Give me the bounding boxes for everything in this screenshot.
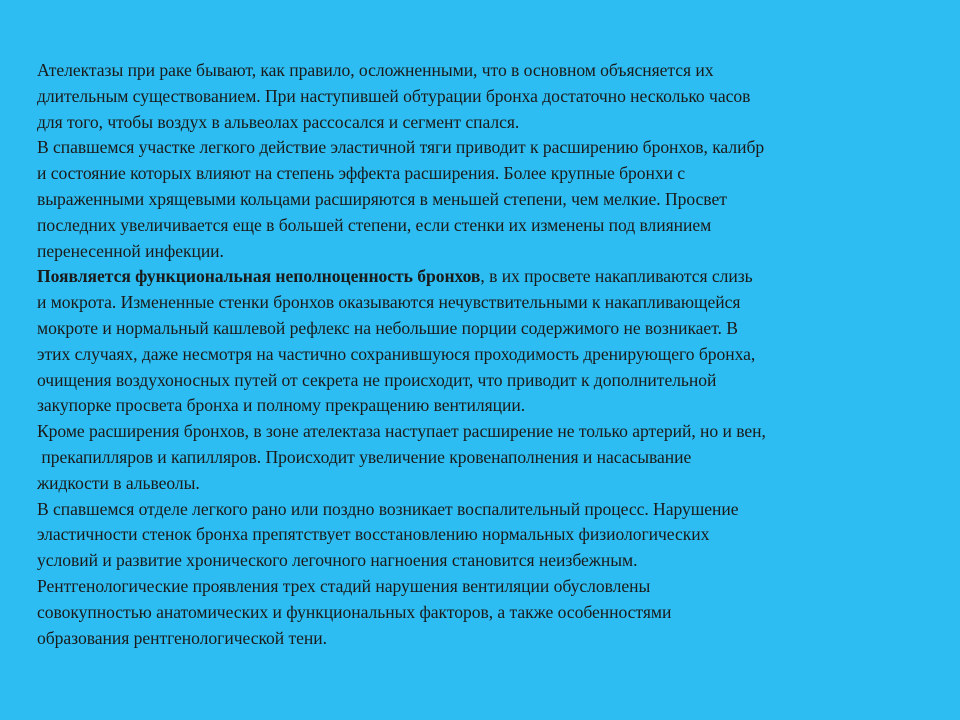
text-line: выраженными хрящевыми кольцами расширяются в меньшей степени, чем мелкие. Просвет [37,188,727,209]
text-line: эластичности стенок бронха препятствует восстановлению нормальных физиологических [37,524,710,545]
text-line: и состояние которых влияют на степень эффекта расширения. Более крупные бронхи с [37,163,686,184]
text-line: закупорке просвета бронха и полному прекращению вентиляции. [37,395,526,416]
text-line: длительным существованием. При наступившей обтурации бронха достаточно несколько часов [37,85,751,106]
text-line [37,264,927,290]
text-line: условий и развитие хронического легочного нагноения становится неизбежным. [37,550,638,571]
text-line: В спавшемся участке легкого действие эластичной тяги приводит к расширению бронхов, калибр [37,137,765,158]
bold-heading-phrase: Появляется функциональная неполноценность бронхов [37,266,481,287]
text-line-rest: , в их просвете накапливаются слизь [480,266,753,287]
text-line: последних увеличивается еще в большей степени, если стенки их изменены под влиянием [37,214,712,235]
text-line: прекапилляров и капилляров. Происходит увеличение кровенаполнения и насасывание [37,446,692,467]
text-line: перенесенной инфекции. [37,240,224,261]
text-line: жидкости в альвеолы. [37,472,200,493]
text-line: этих случаях, даже несмотря на частично сохранившуюся проходимость дренирующего бронха, [37,343,756,364]
text-line: Рентгенологические проявления трех стадий нарушения вентиляции обусловлены [37,575,651,596]
text-line: мокроте и нормальный кашлевой рефлекс на небольшие порции содержимого не возникает. В [37,317,738,338]
slide-body-text [37,58,927,651]
text-line: Кроме расширения бронхов, в зоне ателектаза наступает расширение не только артерий, но и вен, [37,421,766,442]
text-line: для того, чтобы воздух в альвеолах рассосался и сегмент спался. [37,111,520,132]
text-line: очищения воздухоносных путей от секрета не происходит, что приводит к дополнительной [37,369,717,390]
text-line: В спавшемся отделе легкого рано или поздно возникает воспалительный процесс. Нарушение [37,498,739,519]
text-line: образования рентгенологической тени. [37,627,327,648]
text-line: Ателектазы при раке бывают, как правило, осложненными, что в основном объясняется их [37,60,714,80]
text-line: совокупностью анатомических и функциональных факторов, а также особенностями [37,601,672,622]
text-line: и мокрота. Измененные стенки бронхов оказываются нечувствительными к накапливающейся [37,292,741,313]
